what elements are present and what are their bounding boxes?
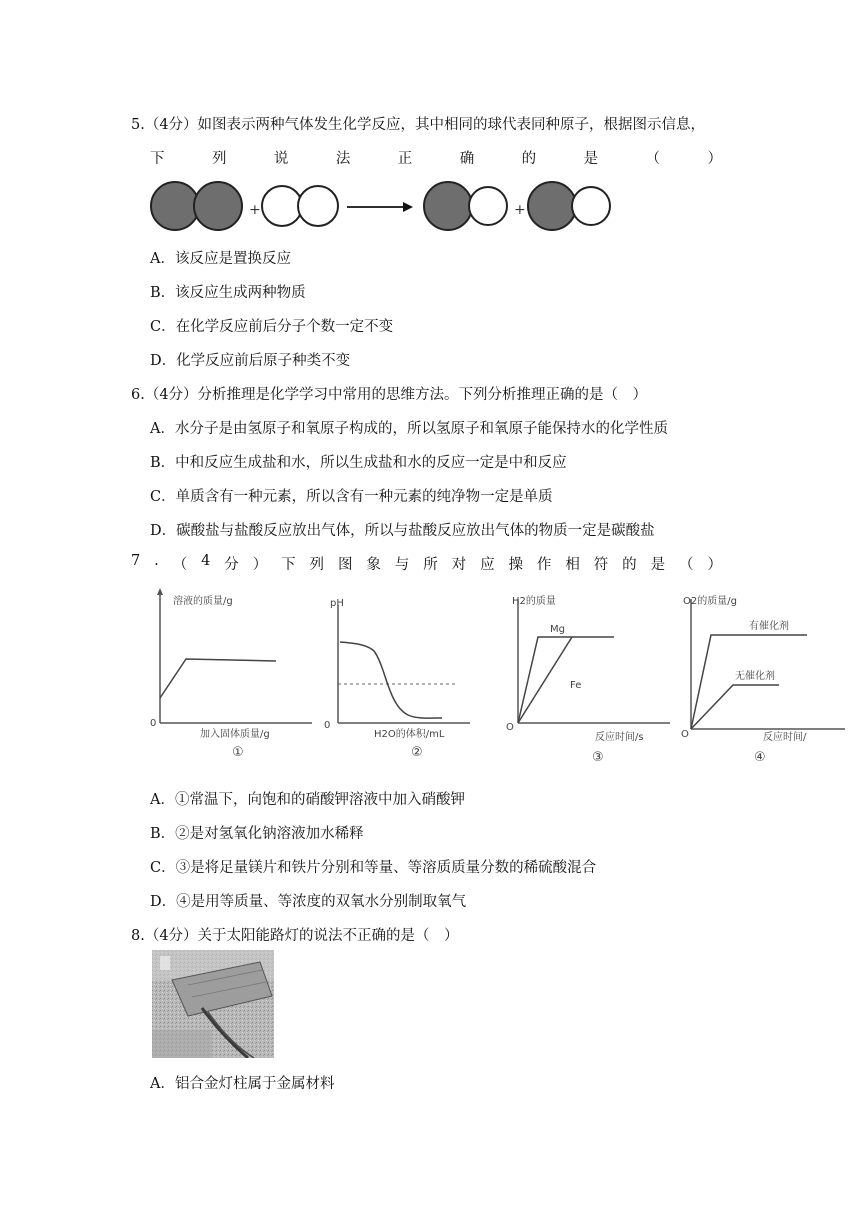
stem-char: 下 xyxy=(150,151,165,167)
q5-stem: 5.（4分）如图表示两种气体发生化学反应，其中相同的球代表同种原子，根据图示信息， xyxy=(131,117,706,133)
origin-label: 0 xyxy=(324,720,331,731)
stem-char: （ xyxy=(172,557,188,573)
stem-char: 作 xyxy=(536,557,552,573)
graph-1 xyxy=(140,585,320,770)
q8-stem: 8.（4分）关于太阳能路灯的说法不正确的是（ ） xyxy=(131,928,459,944)
curve xyxy=(160,659,276,698)
stem-char: 是 xyxy=(650,557,666,573)
white-atom xyxy=(469,187,507,225)
q7-option-b: B．②是对氢氧化钠溶液加水稀释 xyxy=(150,826,364,842)
stem-char: （ xyxy=(679,557,694,573)
x-axis-label: 反应时间/s xyxy=(595,732,644,743)
stem-char: 的 xyxy=(521,151,537,167)
q5-option-d: D．化学反应前后原子种类不变 xyxy=(150,353,351,369)
solar-streetlight-photo xyxy=(152,950,274,1058)
q6-option-d: D．碳酸盐与盐酸反应放出气体，所以与盐酸反应放出气体的物质一定是碳酸盐 xyxy=(150,523,655,539)
stem-char: 操 xyxy=(508,557,523,573)
q5-stem-line2 xyxy=(150,147,722,168)
q5-option-c: C．在化学反应前后分子个数一定不变 xyxy=(150,319,394,335)
y-axis-label: 溶液的质量/g xyxy=(173,596,233,607)
y-axis-label: H2的质量 xyxy=(512,596,556,607)
white-atom xyxy=(298,186,338,226)
stem-char: 图 xyxy=(337,557,353,573)
stem-char: 应 xyxy=(480,557,495,573)
x-axis-label: 加入固体质量/g xyxy=(200,729,270,740)
q7-option-a: A．①常温下，向饱和的硝酸钾溶液中加入硝酸钾 xyxy=(150,792,465,808)
stem-char: 是 xyxy=(583,151,599,167)
white-atom xyxy=(262,186,302,226)
graph-3 xyxy=(500,585,680,770)
q6-stem: 6.（4分）分析推理是化学学习中常用的思维方法。下列分析推理正确的是（ ） xyxy=(131,387,648,403)
curve-no-catalyst-label: 无催化剂 xyxy=(735,671,775,682)
stem-char: 列 xyxy=(309,557,325,573)
stem-char: ） xyxy=(252,557,268,573)
q5-option-b: B．该反应生成两种物质 xyxy=(150,285,306,301)
stem-char: ） xyxy=(707,151,722,167)
origin-label: O xyxy=(681,729,689,740)
graph-number: ① xyxy=(232,745,244,760)
stem-char: 所 xyxy=(423,557,438,573)
stem-char: 4 xyxy=(201,553,211,569)
stem-char: 象 xyxy=(366,557,381,573)
q6-option-a: A．水分子是由氢原子和氧原子构成的，所以氢原子和氧原子能保持水的化学性质 xyxy=(150,421,668,437)
stem-char: 对 xyxy=(451,557,467,573)
origin-label: 0 xyxy=(150,718,157,729)
stem-char: 相 xyxy=(565,557,580,573)
x-axis-label: 反应时间/ xyxy=(763,732,807,743)
q7-option-d: D．④是用等质量、等浓度的双氧水分别制取氧气 xyxy=(150,894,467,910)
graph-4 xyxy=(675,585,855,770)
q8-option-a: A．铝合金灯柱属于金属材料 xyxy=(150,1076,335,1092)
graph-number: ④ xyxy=(754,750,766,765)
stem-char: 的 xyxy=(622,557,637,573)
dark-atom xyxy=(194,182,242,230)
y-axis-label: pH xyxy=(330,598,344,609)
stem-char: 与 xyxy=(394,557,410,573)
curve-fe xyxy=(518,637,572,723)
origin-label: O xyxy=(506,722,514,733)
y-arrow xyxy=(157,588,163,595)
x-axis-label: H2O的体积/mL xyxy=(374,729,445,740)
stem-char: 符 xyxy=(593,557,609,573)
dark-atom xyxy=(528,182,576,230)
stem-char: 分 xyxy=(224,557,239,573)
graph-number: ② xyxy=(411,745,423,760)
stem-char: 确 xyxy=(459,151,475,167)
stem-char: ） xyxy=(707,557,722,573)
curve-catalyst xyxy=(691,635,807,729)
stem-char: 法 xyxy=(335,151,351,167)
y-axis-label: O2的质量/g xyxy=(683,596,737,607)
dark-atom xyxy=(424,182,472,230)
stem-char: . xyxy=(154,553,159,569)
curve xyxy=(340,642,442,718)
q6-option-b: B．中和反应生成盐和水，所以生成盐和水的反应一定是中和反应 xyxy=(150,455,567,471)
stem-char: （ xyxy=(645,151,660,167)
curve-mg-label: Mg xyxy=(550,624,565,635)
white-atom xyxy=(572,187,610,225)
graph-number: ③ xyxy=(592,750,604,765)
q5-option-a: A．该反应是置换反应 xyxy=(150,251,291,267)
curve-fe-label: Fe xyxy=(570,680,582,691)
stem-char: 列 xyxy=(211,151,227,167)
stem-char: 7 xyxy=(131,553,141,569)
q7-option-c: C．③是将足量镁片和铁片分别和等量、等溶质质量分数的稀硫酸混合 xyxy=(150,860,597,876)
curve-no-catalyst xyxy=(691,685,779,729)
plus-sign: + xyxy=(514,202,526,218)
q6-option-c: C．单质含有一种元素，所以含有一种元素的纯净物一定是单质 xyxy=(150,489,553,505)
curve-mg xyxy=(518,637,614,723)
q7-stem xyxy=(131,553,722,574)
curve-catalyst-label: 有催化剂 xyxy=(749,621,789,632)
graph-2 xyxy=(320,585,490,770)
stem-char: 下 xyxy=(281,557,296,573)
dark-atom xyxy=(151,182,199,230)
reaction-arrow-head xyxy=(403,202,413,212)
plus-sign: + xyxy=(249,202,261,218)
reaction-diagram xyxy=(145,178,615,234)
stem-char: 说 xyxy=(273,151,289,167)
stem-char: 正 xyxy=(397,151,413,167)
